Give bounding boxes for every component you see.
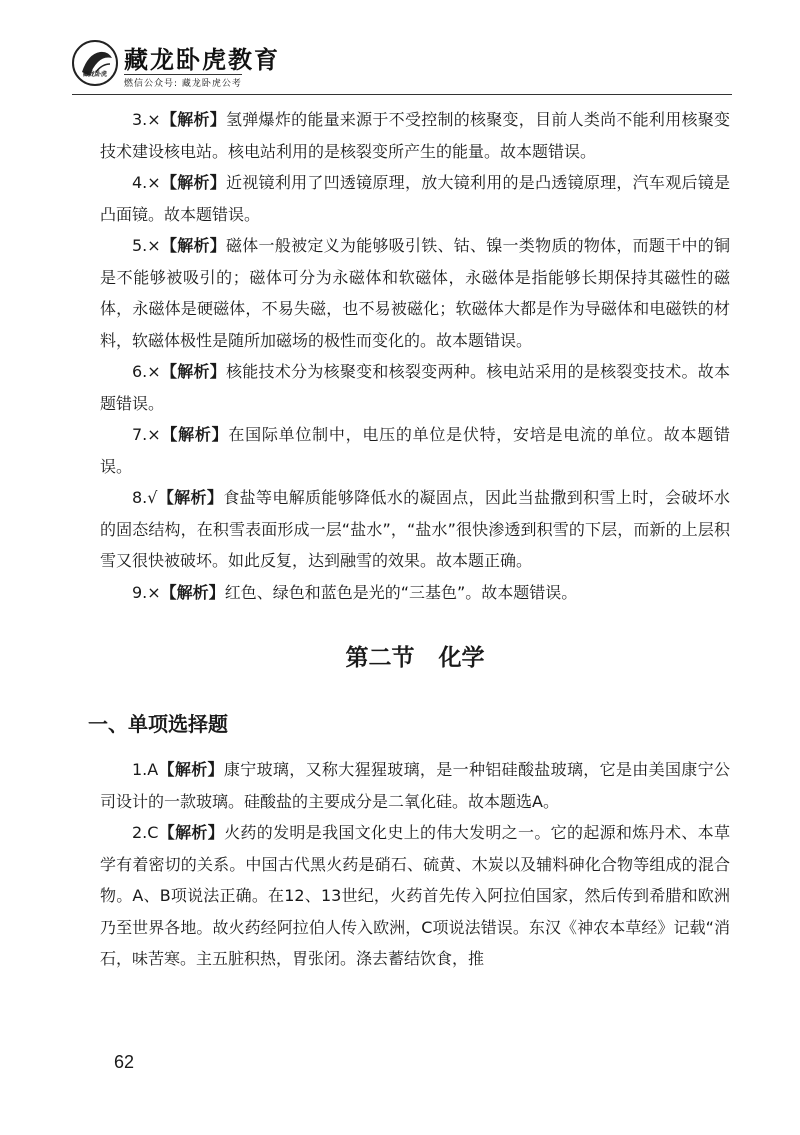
answer-number: 2.	[132, 823, 148, 842]
analysis-text: 火药的发明是我国文化史上的伟大发明之一。它的起源和炼丹术、本草学有着密切的关系。中国古代黑火药是硝石、硫黄、木炭以及辅料砷化合物等组成的混合物。A、B项说法正确。在12、13世纪，火药首先传入阿拉伯国家，然后传到希腊和欧洲乃至世界各地。故火药经阿拉伯人传入欧洲，C项说法错误。东汉《神农本草经》记载“消石，味苦寒。主五脏积热，胃张闭。涤去蓄结饮食，推	[100, 823, 730, 968]
analysis-tag: 【解析】	[160, 582, 225, 602]
analysis-text: 红色、绿色和蓝色是光的“三基色”。故本题错误。	[224, 582, 578, 602]
answers-chemistry	[100, 754, 730, 975]
answer-number: 4.	[132, 173, 148, 192]
answer-number: 8.	[132, 488, 148, 507]
analysis-tag: 【解析】	[158, 823, 225, 842]
answer-number: 3.	[132, 110, 148, 129]
answer-mark: ×	[147, 173, 161, 192]
answer-mark: ×	[147, 425, 161, 444]
answer-mark: √	[147, 488, 158, 507]
analysis-text: 氢弹爆炸的能量来源于不受控制的核聚变，目前人类尚不能利用核聚变技术建设核电站。核电站利用的是核裂变所产生的能量。故本题错误。	[100, 110, 730, 161]
header-divider	[72, 94, 732, 95]
section-number: 第二节	[345, 645, 415, 671]
logo-label: 藏龙卧虎	[82, 71, 107, 78]
analysis-tag: 【解析】	[160, 362, 227, 381]
analysis-tag: 【解析】	[158, 760, 224, 779]
answer-item	[100, 482, 730, 577]
page-header	[0, 0, 800, 96]
answer-item	[100, 419, 730, 482]
analysis-text: 近视镜利用了凹透镜原理，放大镜利用的是凸透镜原理，汽车观后镜是凸面镜。故本题错误。	[100, 173, 730, 224]
analysis-text: 食盐等电解质能够降低水的凝固点，因此当盐撒到积雪上时，会破坏水的固态结构，在积雪表面形成一层“盐水”，“盐水”很快渗透到积雪的下层，而新的上层积雪又很快被破坏。如此反复，达到融雪的效果。故本题正确。	[100, 488, 730, 570]
analysis-tag: 【解析】	[160, 110, 227, 129]
analysis-tag: 【解析】	[157, 488, 224, 507]
page-number: 62	[114, 1052, 135, 1072]
answer-number: 5.	[132, 236, 148, 255]
analysis-tag: 【解析】	[160, 425, 229, 444]
answer-mark: A	[147, 760, 159, 779]
analysis-text: 核能技术分为核聚变和核裂变两种。核电站采用的是核裂变技术。故本题错误。	[100, 362, 730, 413]
answer-mark: C	[147, 823, 159, 842]
answer-item	[100, 817, 730, 975]
answer-number: 6.	[132, 362, 148, 381]
answer-mark: ×	[147, 236, 161, 255]
brand-logo	[72, 40, 118, 86]
answer-number: 7.	[132, 425, 148, 444]
answer-number: 1.	[132, 760, 148, 779]
answer-mark: ×	[147, 582, 161, 602]
answers-physics	[100, 104, 730, 608]
answer-item	[100, 104, 730, 167]
answer-number: 9.	[132, 582, 148, 602]
brand-name: 藏龙卧虎教育	[124, 46, 280, 74]
subsection-title: 一、单项选择题	[88, 712, 228, 736]
answer-item	[100, 754, 730, 817]
page-content	[88, 104, 730, 975]
section-title	[100, 628, 730, 688]
analysis-text: 康宁玻璃，又称大猩猩玻璃，是一种铝硅酸盐玻璃，它是由美国康宁公司设计的一款玻璃。硅酸盐的主要成分是二氧化硅。故本题选A。	[100, 760, 730, 811]
answer-item	[100, 356, 730, 419]
answer-item	[100, 230, 730, 356]
answer-item	[100, 167, 730, 230]
analysis-tag: 【解析】	[160, 173, 227, 192]
analysis-text: 磁体一般被定义为能够吸引铁、钴、镍一类物质的物体，而题干中的铜是不能够被吸引的；磁体可分为永磁体和软磁体，永磁体是指能够长期保持其磁性的磁体，永磁体是硬磁体，不易失磁，也不易被磁化；软磁体大都是作为导磁体和电磁铁的材料，软磁体极性是随所加磁场的极性而变化的。故本题错误。	[100, 236, 730, 350]
analysis-text: 在国际单位制中，电压的单位是伏特，安培是电流的单位。故本题错误。	[100, 425, 730, 476]
analysis-tag: 【解析】	[160, 236, 227, 255]
section-subject: 化学	[438, 645, 485, 671]
answer-mark: ×	[147, 110, 161, 129]
answer-mark: ×	[147, 362, 161, 381]
tiger-dragon-icon	[74, 42, 118, 86]
answer-item	[100, 577, 730, 609]
brand-slogan: 燃信公众号: 藏龙卧虎公考	[124, 74, 242, 89]
